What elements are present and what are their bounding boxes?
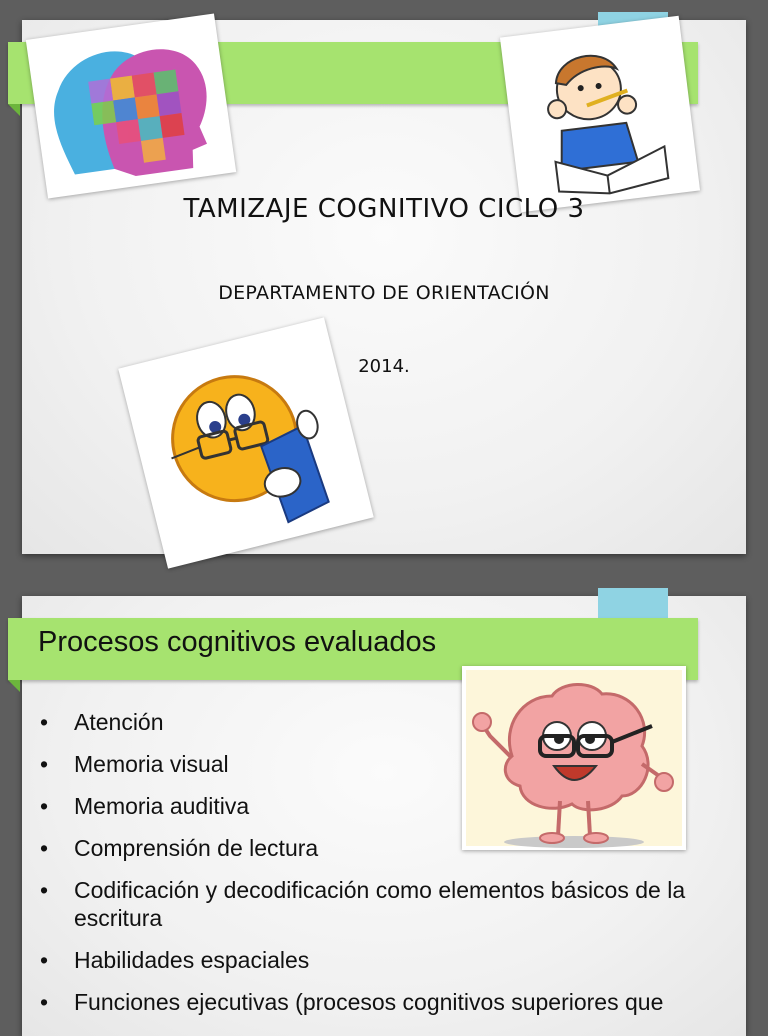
department-name: DEPARTAMENTO DE ORIENTACIÓN: [218, 282, 550, 304]
list-item: • Codificación y decodificación como elementos básicos de la escritura: [40, 877, 686, 931]
list-item: • Funciones ejecutivas (procesos cognitivos superiores que: [40, 989, 664, 1015]
list-item: • Comprensión de lectura: [40, 835, 319, 861]
slide-1: [22, 20, 746, 554]
bullet-list: [40, 708, 730, 1030]
list-item: • Memoria visual: [40, 751, 229, 777]
list-item: • Memoria auditiva: [40, 793, 250, 819]
band-corner: [8, 104, 20, 116]
presentation-title: TAMIZAJE COGNITIVO CICLO 3: [183, 194, 585, 224]
puzzle-heads-icon: [26, 14, 236, 199]
list-item: • Habilidades espaciales: [40, 947, 310, 973]
slide-2-tab: [598, 588, 668, 620]
student-reading-icon: [500, 16, 700, 213]
list-item: • Atención: [40, 709, 164, 735]
band-corner: [8, 680, 20, 692]
presentation-year: 2014.: [358, 356, 410, 377]
slide-2: [22, 596, 746, 1036]
slide-heading: Procesos cognitivos evaluados: [38, 626, 437, 658]
